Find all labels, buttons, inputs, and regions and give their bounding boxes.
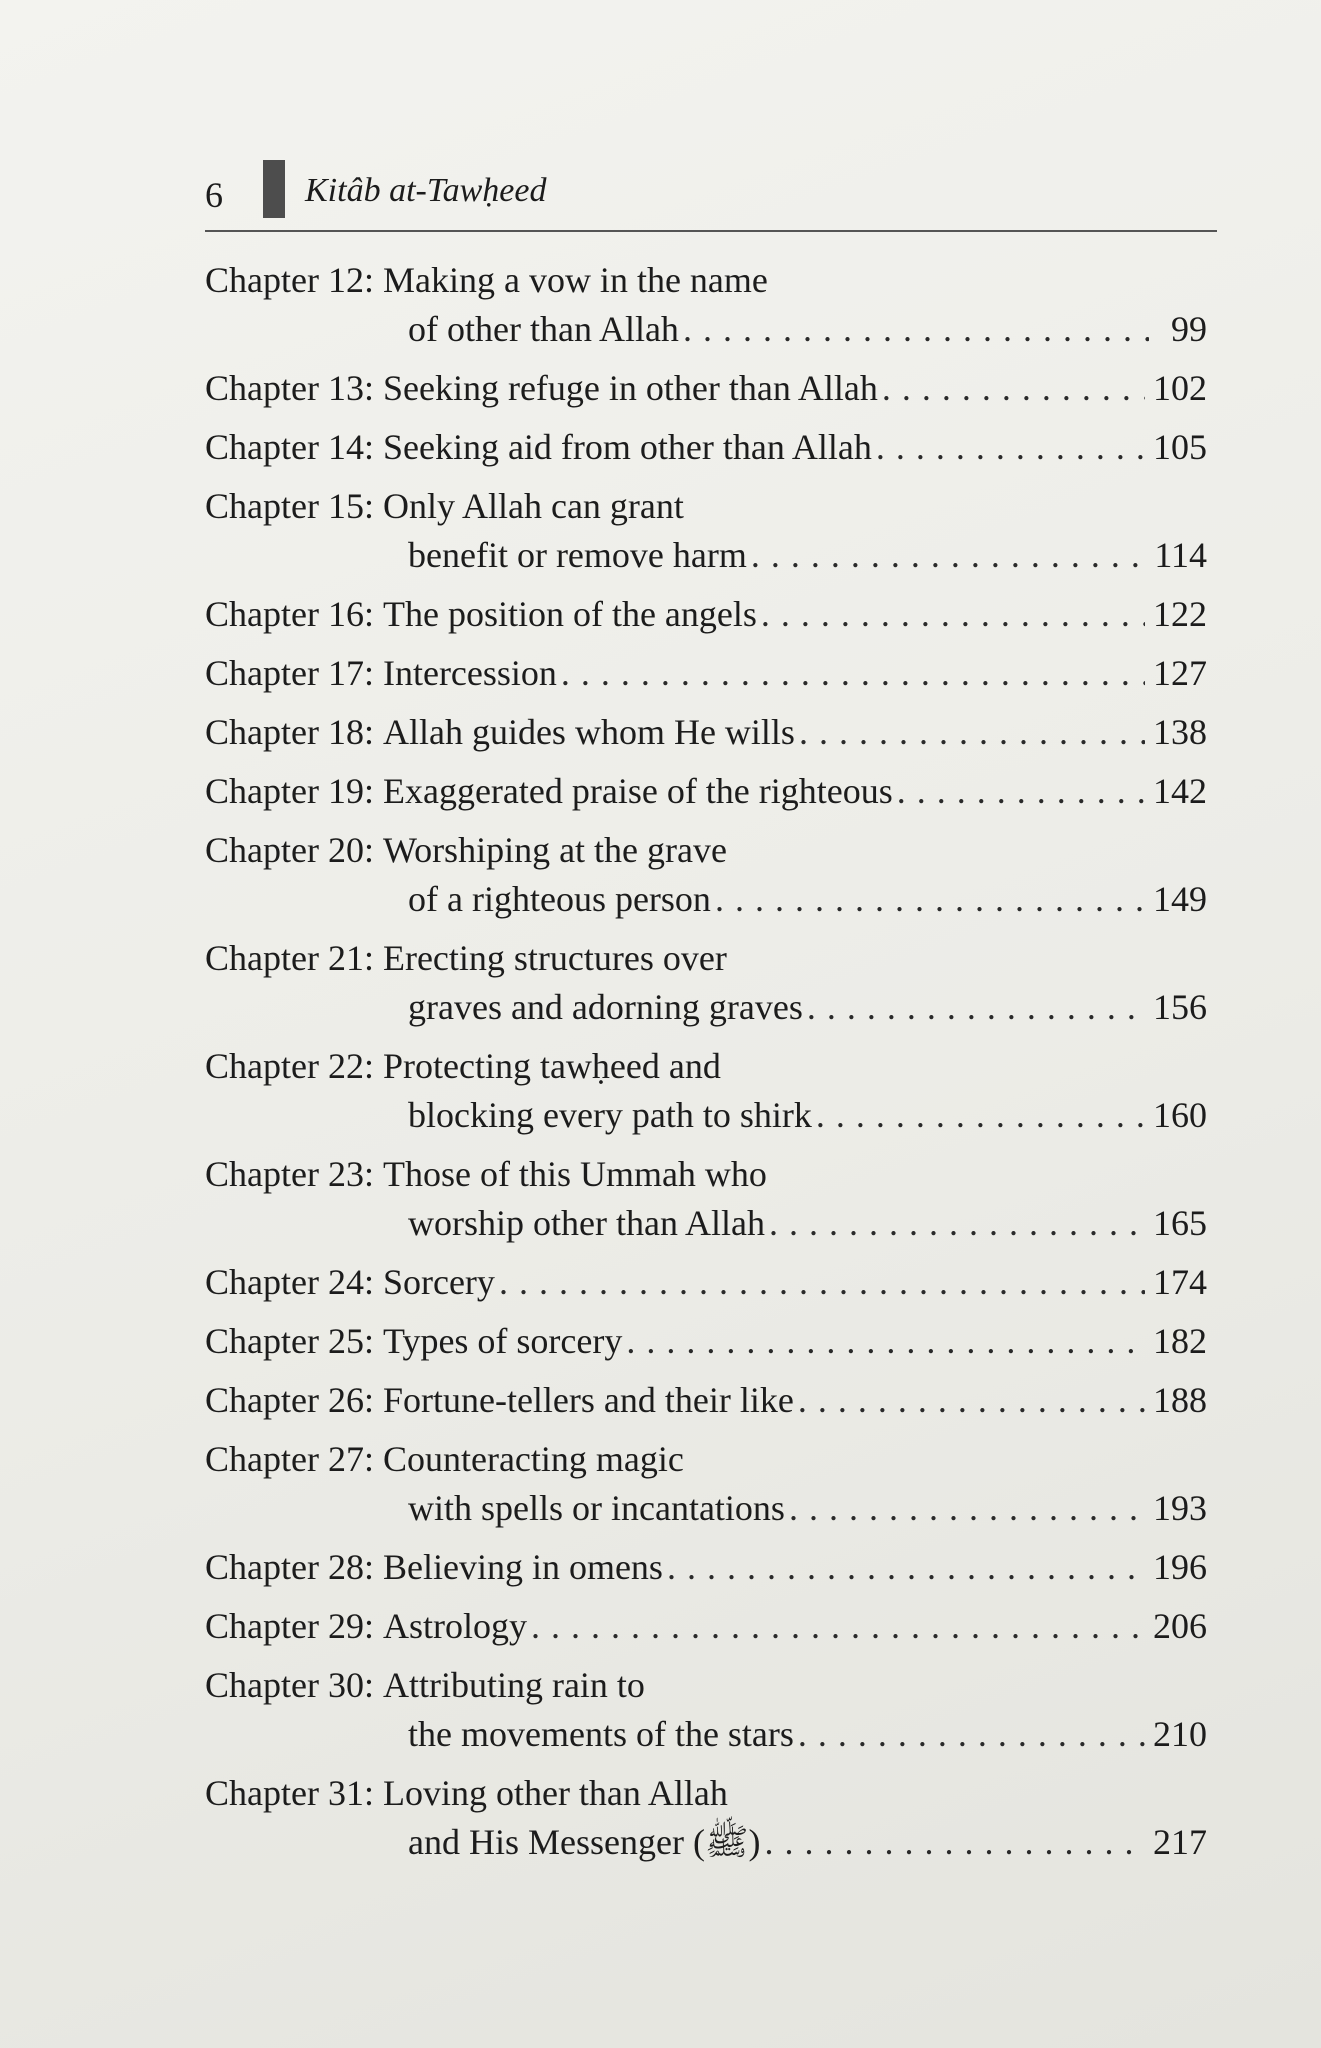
toc-entry-continuation — [205, 1710, 1207, 1759]
page-ref: 99 — [1171, 309, 1207, 349]
page-ref: 149 — [1153, 879, 1207, 919]
page-ref: 188 — [1153, 1380, 1207, 1420]
page-ref: 196 — [1153, 1547, 1207, 1587]
chapter-number: Chapter 15: — [205, 486, 374, 526]
toc-entry-continuation — [205, 875, 1207, 924]
toc-entry-line — [205, 708, 1207, 757]
chapter-title: Believing in omens — [382, 1547, 663, 1587]
header-rule — [205, 230, 1217, 232]
chapter-title: Attributing rain to — [382, 1665, 645, 1705]
toc-entry — [205, 767, 1207, 816]
page-ref: 160 — [1153, 1095, 1207, 1135]
toc-entry-line — [205, 649, 1207, 698]
page-number: 6 — [205, 175, 223, 215]
page-ref: 193 — [1153, 1488, 1207, 1528]
toc-entry — [205, 256, 1207, 354]
toc-entry — [205, 1042, 1207, 1140]
chapter-number: Chapter 17: — [205, 653, 374, 693]
toc-entry — [205, 364, 1207, 413]
toc-entry-continuation — [205, 305, 1207, 354]
chapter-number: Chapter 13: — [205, 368, 374, 408]
toc-entry-line — [205, 482, 1207, 531]
dot-leader — [751, 531, 1146, 580]
toc-entry-continuation — [205, 531, 1207, 580]
page-ref: 165 — [1153, 1203, 1207, 1243]
page-ref: 122 — [1153, 594, 1207, 634]
chapter-number: Chapter 27: — [205, 1439, 374, 1479]
toc-entry — [205, 1602, 1207, 1651]
chapter-number: Chapter 22: — [205, 1046, 374, 1086]
chapter-title-continued: of a righteous person — [408, 879, 711, 919]
dot-leader — [789, 1484, 1145, 1533]
chapter-title-continued: with spells or incantations — [408, 1488, 785, 1528]
chapter-number: Chapter 24: — [205, 1262, 374, 1302]
page-ref: 102 — [1153, 368, 1207, 408]
chapter-title: Only Allah can grant — [382, 486, 684, 526]
chapter-title-continued: and His Messenger (ﷺ) — [408, 1822, 761, 1862]
page-ref: 138 — [1153, 712, 1207, 752]
chapter-title: Fortune-tellers and their like — [382, 1380, 794, 1420]
dot-leader — [667, 1543, 1145, 1592]
dot-leader — [531, 1602, 1145, 1651]
chapter-number: Chapter 25: — [205, 1321, 374, 1361]
dot-leader — [561, 649, 1145, 698]
toc-entry-line — [205, 256, 1207, 305]
toc-entry-line — [205, 1543, 1207, 1592]
page-ref: 210 — [1153, 1714, 1207, 1754]
chapter-title: Types of sorcery — [382, 1321, 623, 1361]
dot-leader — [626, 1317, 1145, 1366]
toc-entry — [205, 1435, 1207, 1533]
chapter-title: Astrology — [382, 1606, 527, 1646]
toc-entry — [205, 423, 1207, 472]
page-ref: 217 — [1153, 1822, 1207, 1862]
chapter-title: Erecting structures over — [382, 938, 727, 978]
dot-leader — [761, 590, 1145, 639]
chapter-title: Exaggerated praise of the righteous — [382, 771, 893, 811]
toc-entry — [205, 1769, 1207, 1867]
page-ref: 206 — [1153, 1606, 1207, 1646]
chapter-number: Chapter 18: — [205, 712, 374, 752]
toc-entry-line — [205, 767, 1207, 816]
toc-entry — [205, 1258, 1207, 1307]
header-bar-decoration — [263, 160, 285, 218]
chapter-title: Those of this Ummah who — [382, 1154, 767, 1194]
chapter-number: Chapter 19: — [205, 771, 374, 811]
page-ref: 182 — [1153, 1321, 1207, 1361]
page-ref: 142 — [1153, 771, 1207, 811]
chapter-title: Worshiping at the grave — [382, 830, 727, 870]
chapter-number: Chapter 28: — [205, 1547, 374, 1587]
chapter-title: Allah guides whom He wills — [382, 712, 795, 752]
page-ref: 127 — [1153, 653, 1207, 693]
toc-entry — [205, 590, 1207, 639]
page-ref: 114 — [1154, 535, 1207, 575]
chapter-title-continued: of other than Allah — [408, 309, 679, 349]
chapter-title-continued: benefit or remove harm — [408, 535, 747, 575]
toc-entry — [205, 1661, 1207, 1759]
toc-entry — [205, 826, 1207, 924]
toc-entry-continuation — [205, 1484, 1207, 1533]
chapter-number: Chapter 23: — [205, 1154, 374, 1194]
dot-leader — [715, 875, 1145, 924]
toc-entry-line — [205, 1602, 1207, 1651]
toc-entry — [205, 649, 1207, 698]
chapter-number: Chapter 30: — [205, 1665, 374, 1705]
dot-leader — [769, 1199, 1145, 1248]
toc-entry — [205, 1317, 1207, 1366]
toc-entry — [205, 1376, 1207, 1425]
chapter-title: Protecting tawḥeed and — [382, 1046, 721, 1086]
toc-entry-line — [205, 826, 1207, 875]
chapter-number: Chapter 16: — [205, 594, 374, 634]
chapter-title: Seeking aid from other than Allah — [382, 427, 872, 467]
running-header — [205, 160, 1217, 230]
dot-leader — [499, 1258, 1145, 1307]
dot-leader — [876, 423, 1145, 472]
toc-entry-line — [205, 364, 1207, 413]
toc-entry-line — [205, 590, 1207, 639]
page-ref: 174 — [1153, 1262, 1207, 1302]
toc-entry — [205, 708, 1207, 757]
dot-leader — [683, 305, 1149, 354]
toc-entry — [205, 934, 1207, 1032]
book-page — [205, 160, 1217, 1862]
dot-leader — [807, 983, 1145, 1032]
toc-entry-line — [205, 423, 1207, 472]
toc-entry — [205, 1543, 1207, 1592]
chapter-number: Chapter 12: — [205, 260, 374, 300]
table-of-contents — [205, 256, 1207, 1877]
dot-leader — [798, 1710, 1145, 1759]
page-ref: 105 — [1153, 427, 1207, 467]
chapter-title-continued: graves and adorning graves — [408, 987, 803, 1027]
toc-entry-line — [205, 1769, 1207, 1818]
dot-leader — [798, 1376, 1145, 1425]
dot-leader — [897, 767, 1145, 816]
dot-leader — [816, 1091, 1145, 1140]
dot-leader — [799, 708, 1145, 757]
chapter-title-continued: the movements of the stars — [408, 1714, 794, 1754]
chapter-title: Seeking refuge in other than Allah — [382, 368, 878, 408]
book-title: Kitâb at-Tawḥeed — [305, 172, 547, 209]
toc-entry-line — [205, 1317, 1207, 1366]
chapter-title: Making a vow in the name — [382, 260, 768, 300]
chapter-number: Chapter 31: — [205, 1773, 374, 1813]
chapter-number: Chapter 26: — [205, 1380, 374, 1420]
chapter-number: Chapter 21: — [205, 938, 374, 978]
chapter-number: Chapter 20: — [205, 830, 374, 870]
dot-leader — [882, 364, 1145, 413]
toc-entry — [205, 482, 1207, 580]
toc-entry-line — [205, 1435, 1207, 1484]
chapter-number: Chapter 14: — [205, 427, 374, 467]
toc-entry-line — [205, 1258, 1207, 1307]
chapter-title: Intercession — [382, 653, 557, 693]
toc-entry-continuation — [205, 1091, 1207, 1140]
toc-entry-continuation — [205, 1199, 1207, 1248]
chapter-title-continued: worship other than Allah — [408, 1203, 765, 1243]
toc-entry — [205, 1150, 1207, 1248]
chapter-title: The position of the angels — [382, 594, 757, 634]
chapter-title: Counteracting magic — [382, 1439, 684, 1479]
toc-entry-continuation — [205, 983, 1207, 1032]
toc-entry-line — [205, 1376, 1207, 1425]
chapter-title: Loving other than Allah — [382, 1773, 728, 1813]
toc-entry-line — [205, 934, 1207, 983]
chapter-title: Sorcery — [382, 1262, 495, 1302]
toc-entry-line — [205, 1042, 1207, 1091]
toc-entry-line — [205, 1150, 1207, 1199]
toc-entry-continuation — [205, 1818, 1207, 1867]
chapter-title-continued: blocking every path to shirk — [408, 1095, 812, 1135]
dot-leader — [764, 1818, 1145, 1867]
page-ref: 156 — [1153, 987, 1207, 1027]
chapter-number: Chapter 29: — [205, 1606, 374, 1646]
toc-entry-line — [205, 1661, 1207, 1710]
